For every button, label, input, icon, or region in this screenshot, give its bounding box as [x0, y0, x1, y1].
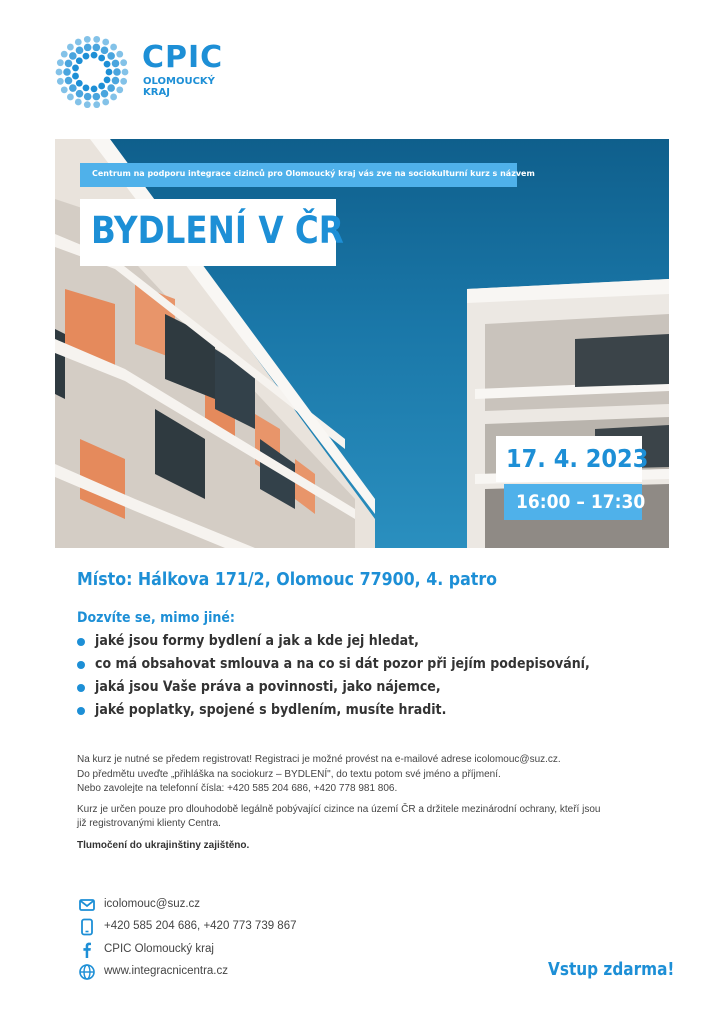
bullet-icon	[77, 684, 85, 692]
list-item	[77, 656, 645, 679]
bullet-icon	[77, 661, 85, 669]
course-title: BYDLENÍ V ČR	[91, 209, 344, 252]
info-line-4: Kurz je určen pouze pro dlouhodobě legálně pobývající cizince na území ČR a držitele mezinárodní ochrany, kteří jsou	[77, 804, 601, 815]
list-item-text: jaké jsou formy bydlení a jak a kde jej hledat,	[95, 633, 419, 649]
logo-subtitle-line2: KRAJ	[143, 87, 170, 98]
contact-phone-text: +420 585 204 686, +420 773 739 867	[104, 920, 297, 932]
course-place: Místo: Hálkova 171/2, Olomouc 77900, 4. patro	[77, 569, 498, 590]
globe-icon	[78, 963, 96, 981]
free-entry: Vstup zdarma!	[548, 959, 675, 980]
course-date: 17. 4. 2023	[506, 444, 649, 473]
interpret-note: Tlumočení do ukrajinštiny zajištěno.	[77, 840, 250, 851]
list-item-text: jaká jsou Vaše práva a povinnosti, jako nájemce,	[95, 679, 441, 695]
learn-heading: Dozvíte se, mimo jiné:	[77, 610, 235, 626]
learn-list	[77, 633, 645, 725]
list-item	[77, 633, 645, 656]
facebook-icon	[78, 941, 96, 959]
logo-name: CPIC	[142, 40, 224, 75]
list-item-text: jaké poplatky, spojené s bydlením, musíte hradit.	[95, 702, 447, 718]
course-time: 16:00 – 17:30	[516, 491, 646, 513]
phone-icon	[78, 918, 96, 936]
info-line-3: Nebo zavolejte na telefonní čísla: +420 585 204 686, +420 778 981 806.	[77, 783, 398, 794]
contact-web-text: www.integracnicentra.cz	[104, 965, 228, 977]
info-line-1: Na kurz je nutné se předem registrovat! Registraci je možné provést na e-mailové adrese icolomouc@suz.cz.	[77, 754, 561, 765]
cpic-dots-icon	[54, 34, 130, 110]
logo-subtitle	[143, 76, 215, 98]
bullet-icon	[77, 707, 85, 715]
contact-email-text: icolomouc@suz.cz	[104, 898, 201, 910]
list-item-text: co má obsahovat smlouva a na co si dát pozor při jejím podepisování,	[95, 656, 590, 672]
contact-facebook-text: CPIC Olomoucký kraj	[104, 943, 214, 955]
cpic-logo	[54, 34, 234, 114]
envelope-icon	[78, 896, 96, 914]
info-line-5: již registrovanými klienty Centra.	[77, 818, 221, 829]
list-item	[77, 679, 645, 702]
info-line-2: Do předmětu uveďte „přihláška na sociokurz – BYDLENÍ", do textu potom své jméno a příjmení.	[77, 769, 501, 780]
list-item	[77, 702, 645, 725]
bullet-icon	[77, 638, 85, 646]
logo-subtitle-line1: OLOMOUCKÝ	[143, 76, 215, 87]
intro-text: Centrum na podporu integrace cizinců pro Olomoucký kraj vás zve na sociokulturní kurz s názvem	[92, 169, 535, 178]
